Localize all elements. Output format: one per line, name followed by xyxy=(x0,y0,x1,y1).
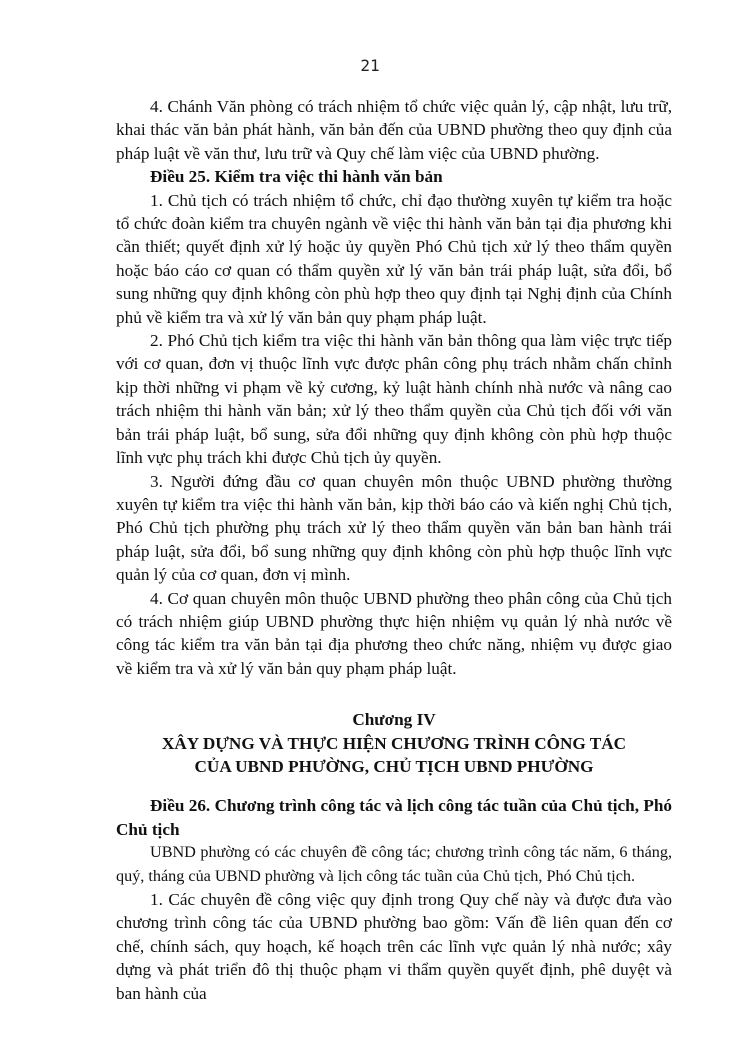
paragraph: 1. Các chuyên đề công việc quy định trong Quy chế này và được đưa vào chương trình công tác của UBND phường bao gồm: Vấn đề liên quan đến cơ chế, chính sách, quy hoạch, kế hoạch trên các lĩnh vực quản lý nhà nước; xây dựng và phát triển đô thị thuộc phạm vi thẩm quyền quyết định, phê duyệt và ban hành của xyxy=(116,890,672,1003)
paragraph: 2. Phó Chủ tịch kiểm tra việc thi hành văn bản thông qua làm việc trực tiếp với cơ quan, đơn vị thuộc lĩnh vực được phân công phụ trách nhằm chấn chỉnh kịp thời những vi phạm về kỷ cương, kỷ luật hành chính nhà nước và nâng cao trách nhiệm thi hành văn bản; xử lý theo thẩm quyền của Chủ tịch đối với văn bản trái pháp luật, bổ sung, sửa đổi những quy định không còn phù hợp thuộc lĩnh vực phụ trách khi được Chủ tịch ủy quyền. xyxy=(116,331,672,468)
paragraph: UBND phường có các chuyên đề công tác; chương trình công tác năm, 6 tháng, quý, tháng của UBND phường và lịch công tác tuần của Chủ tịch, Phó Chủ tịch. xyxy=(116,843,672,885)
chapter-title-line1: XÂY DỰNG VÀ THỰC HIỆN CHƯƠNG TRÌNH CÔNG TÁC xyxy=(161,733,627,753)
paragraph: 4. Cơ quan chuyên môn thuộc UBND phường theo phân công của Chủ tịch có trách nhiệm giúp UBND phường thực hiện nhiệm vụ quản lý nhà nước về công tác kiểm tra văn bản tại địa phương theo chức năng, nhiệm vụ được giao về kiểm tra và xử lý văn bản quy phạm pháp luật. xyxy=(116,588,672,678)
article-heading: Điều 26. Chương trình công tác và lịch công tác tuần của Chủ tịch, Phó Chủ tịch xyxy=(116,796,672,839)
page-number: 21 xyxy=(360,56,380,75)
document-body xyxy=(116,95,672,1005)
paragraph: 4. Chánh Văn phòng có trách nhiệm tổ chức việc quản lý, cập nhật, lưu trữ, khai thác văn bản phát hành, văn bản đến của UBND phường theo quy định của pháp luật về văn thư, lưu trữ và Quy chế làm việc của UBND phường. xyxy=(116,97,672,163)
chapter-heading xyxy=(116,708,672,778)
chapter-label: Chương IV xyxy=(352,710,436,730)
paragraph: 1. Chủ tịch có trách nhiệm tổ chức, chỉ đạo thường xuyên tự kiểm tra hoặc tổ chức đoàn kiểm tra chuyên ngành về việc thi hành văn bản tại địa phương khi cần thiết; quyết định xử lý hoặc ủy quyền Phó Chủ tịch xử lý theo thẩm quyền hoặc báo cáo cơ quan có thẩm quyền xử lý văn bản trái pháp luật, sửa đổi, bổ sung những quy định không còn phù hợp theo quy định tại Nghị định của Chính phủ về kiểm tra và xử lý văn bản quy phạm pháp luật. xyxy=(116,190,672,327)
article-heading: Điều 25. Kiểm tra việc thi hành văn bản xyxy=(150,167,443,187)
chapter-title-line2: CỦA UBND PHƯỜNG, CHỦ TỊCH UBND PHƯỜNG xyxy=(194,756,594,776)
paragraph: 3. Người đứng đầu cơ quan chuyên môn thuộc UBND phường thường xuyên tự kiểm tra việc thi hành văn bản, kịp thời báo cáo và kiến nghị Chủ tịch, Phó Chủ tịch phường phụ trách xử lý theo thẩm quyền văn bản ban hành trái pháp luật, sửa đổi, bổ sung những quy định không còn phù hợp thuộc lĩnh vực quản lý của cơ quan, đơn vị mình. xyxy=(116,471,672,585)
